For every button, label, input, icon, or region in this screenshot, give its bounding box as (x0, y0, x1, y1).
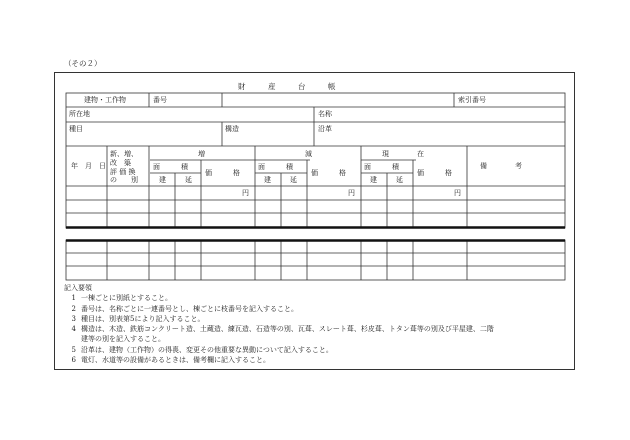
floor-area-header: 延 (396, 176, 403, 184)
ledger-title: 財 産 台 帳 (238, 82, 336, 91)
date-header: 年 月 日 (71, 162, 106, 170)
value-header-current: 価 格 (417, 169, 452, 177)
reason-header-line: 新、増、 (110, 150, 138, 158)
floor-area-header: 延 (185, 176, 192, 184)
increase-header: 増 (198, 150, 205, 158)
header-section (66, 93, 565, 228)
continuation-section (66, 240, 565, 280)
decrease-header: 減 (305, 150, 312, 158)
current-header: 現 在 (382, 150, 424, 158)
value-header-decrease: 価 格 (311, 169, 346, 177)
structure-label: 構造 (225, 125, 239, 133)
instruction-item: 5 沿革は、建物（工作物）の得喪、変更その他重要な異動について記入すること。 (71, 345, 333, 354)
instruction-item: 6 電灯、水道等の設備があるときは、備考欄に記入すること。 (71, 356, 270, 365)
reason-header-line: 改 築 (110, 159, 131, 167)
index-number-label: 索引番号 (458, 96, 486, 104)
yen-unit: 円 (454, 189, 461, 197)
number-label: 番号 (153, 96, 167, 104)
value-header-increase: 価 格 (205, 169, 240, 177)
floor-area-header: 延 (290, 176, 297, 184)
instruction-item: 4 構造は、木造、鉄筋コンクリート造、土蔵造、練瓦造、石造等の別、瓦葺、スレート葺、杉皮葺、トタン葺等の別及び平屋建、二階 (71, 325, 494, 334)
page-label: （その２） (64, 59, 102, 68)
location-label: 所在地 (69, 110, 90, 118)
building-area-header: 建 (159, 176, 166, 184)
building-area-header: 建 (264, 176, 271, 184)
instructions-heading: 記入要領 (64, 284, 92, 292)
reason-header-line: 評 価 換 (110, 168, 136, 176)
area-header-current: 面 積 (364, 163, 399, 171)
yen-unit: 円 (348, 189, 355, 197)
category-label: 種目 (69, 125, 83, 133)
remarks-header: 備 考 (480, 162, 522, 170)
name-label: 名称 (318, 110, 332, 118)
instruction-item: 建等の別を記入すること。 (81, 335, 165, 344)
instruction-item: 2 番号は、名称ごとに一連番号とし、棟ごとに枝番号を記入すること。 (71, 304, 298, 313)
instruction-item: 3 種目は、別表第5により記入すること。 (71, 314, 205, 323)
yen-unit: 円 (242, 189, 249, 197)
building-label: 建物・工作物 (84, 96, 126, 104)
building-area-header: 建 (370, 176, 377, 184)
history-label: 沿革 (318, 125, 332, 133)
area-header-increase: 面 積 (153, 163, 188, 171)
instructions (64, 283, 494, 365)
reason-header-line: の 別 (110, 176, 138, 184)
instruction-item: 1 一棟ごとに別紙とすること。 (71, 294, 172, 303)
area-header-decrease: 面 積 (258, 163, 293, 171)
